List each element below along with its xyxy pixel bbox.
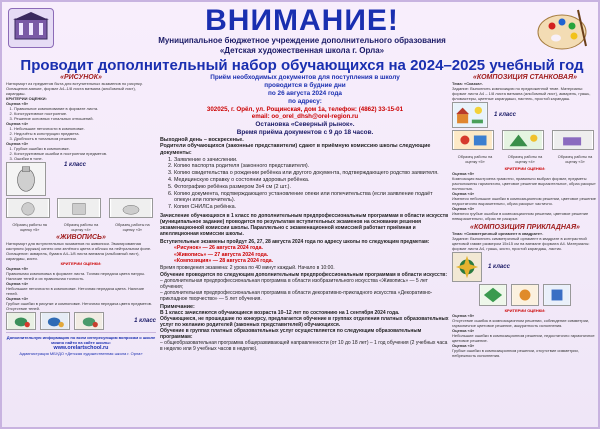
r5-text: Композиция выстроена грамотно, правильно выбран формат, предметы расположены гармонично, цветовое решение выразительное, образ раскрыт полностью.	[452, 176, 596, 191]
sample-caption: Образец работы на оценку «3»	[557, 155, 593, 164]
logo-icon	[11, 11, 51, 45]
list-item: 2. Недочёты в конструкции предмета.	[14, 131, 156, 136]
programs-title: Обучение проводится по следующим дополнительным предпрофессиональным программам в области искусств:	[160, 271, 448, 278]
komp-st-title: «КОМПОЗИЦИЯ СТАНКОВАЯ»	[473, 74, 577, 81]
list-item: 1. Грубые ошибки в компоновке.	[14, 146, 156, 151]
sample-caption: Образец работы на оценку «5»	[12, 223, 47, 232]
note-4: – общеобразовательная программа общеразвивающей направленности (от 10 до 18 лет) – 1 год обучения (2 учебных часа в неделю или 9 учебных часов в неделю).	[160, 340, 448, 353]
list-item: 3. Решение основных тональных отношений.	[14, 116, 156, 121]
address: 302025, г. Орёл, ул. Рощинская, дом 1а, телефон: (4862) 33-15-01	[206, 106, 404, 113]
sample-caption: Образец работы на оценку «4»	[507, 155, 543, 164]
sample-image	[6, 198, 50, 218]
ornament-sample	[452, 252, 482, 282]
criteria2-title: КРИТЕРИИ ОЦЕНКИ:	[60, 261, 102, 266]
footer-text: Дополнительную информацию по всем интересующим вопросам о школе можно найти на сайте школы:	[6, 335, 156, 345]
list-item: 3. Дробность в тональном решении.	[14, 136, 156, 141]
list-item: «Рисунок» — 26 августа 2024 года.	[174, 244, 263, 251]
intro-2: проводится в будние дни	[264, 82, 346, 89]
program-1: – дополнительная предпрофессиональная программа в области изобразительного искусства «Живопись» — 5 лет обучения;	[160, 277, 428, 290]
exams-list	[174, 245, 450, 265]
komp-pr-title: «КОМПОЗИЦИЯ ПРИКЛАДНАЯ»	[470, 224, 580, 231]
criteria-4-list	[6, 126, 156, 141]
komp-pr-samples	[452, 284, 598, 306]
page-title: ВНИМАНИЕ!	[205, 4, 399, 37]
list-item: 3. Копию свидетельства о рождении ребёнка или другого документа, подтверждающего родство заявителя.	[174, 170, 450, 177]
right-column	[452, 74, 598, 427]
criteria-3-label: Оценка «3»	[6, 141, 29, 146]
sample-image	[502, 130, 544, 150]
intro-1: Приём необходимых документов для поступления в школу	[210, 74, 400, 81]
sample-image	[511, 284, 539, 306]
class-1-label-b: 1 класс	[134, 318, 156, 324]
criteria-5-list	[6, 106, 156, 121]
list-item: 3. Ошибки в тоне.	[14, 156, 156, 161]
r3-label: Оценка «3»	[452, 206, 475, 211]
sample-card	[57, 198, 104, 232]
sample-image	[40, 312, 70, 330]
z5-text: Правильная компоновка в формате листа. Точная передача цвета натуры. Наличие теней и их правильная точность.	[6, 271, 146, 281]
email[interactable]: email: oo_orel_dhsh@orel-region.ru	[251, 113, 359, 121]
z5-label: Оценка «5»	[6, 266, 29, 271]
sample-image	[109, 198, 153, 218]
intro-4: по адресу:	[288, 98, 322, 105]
zhivopis-samples	[6, 312, 104, 330]
list-item: 7. Копия СНИЛСа ребёнка.	[174, 204, 450, 211]
sample-drawing-main	[6, 162, 46, 196]
school-logo	[8, 8, 54, 48]
p5-text: Отсутствие ошибок в композиционном решении, соблюдение симметрии, гармоничное цветовое решение, аккуратность исполнения.	[452, 318, 590, 328]
z3-label: Оценка «3»	[6, 296, 29, 301]
z3-text: Грубые ошибки в рисунке и компоновке. Неточная передача цвета предметов. Отсутствие теней.	[6, 301, 152, 311]
middle-column	[160, 74, 450, 427]
p4-text: Небольшие ошибки в композиционном решении, недостаточно гармоничное цветовое решение.	[452, 333, 595, 343]
sample-image	[452, 130, 494, 150]
sample-image	[479, 284, 507, 306]
komp-st-desc: Задание: Выполнить композицию по предложенной теме. Материалы: формат листа А4 – 1/8 листа ватмана (альбомный лист), акварель, гуашь, фломастеры, цветные карандаши, пастель, простой карандаш.	[452, 86, 591, 101]
sample-caption: Образец работы на оценку «3»	[115, 223, 150, 232]
komp-st-samples	[452, 130, 598, 164]
criteria-3-list	[6, 146, 156, 161]
note-1: В 1 класс зачисляются обучающиеся возраста 10–12 лет по состоянию на 1 сентября 2024 года.	[160, 310, 400, 317]
r4-text: Имеются небольшие ошибки в композиционном решении, цветовое решение недостаточно выразительно, образ раскрыт частично.	[452, 196, 597, 206]
left-column	[6, 74, 156, 427]
sample-caption: Образец работы на оценку «4»	[63, 223, 99, 232]
exam-time: Время проведения экзамена: 2 урока по 40 минут каждый. Начало в 10:00.	[160, 264, 335, 271]
list-item: 6. Копию документа, подтверждающего установление опеки или попечительства (если заявление подаёт опекун или попечитель).	[174, 191, 450, 205]
sample-image	[6, 312, 36, 330]
sample-card	[552, 130, 598, 164]
right-criteria-title: КРИТЕРИИ ОЦЕНКИ:	[504, 166, 546, 171]
headline: Проводит дополнительный набор обучающихся на 2024–2025 учебный год	[20, 57, 584, 74]
documents-list	[160, 157, 450, 211]
list-item: 2. Копию паспорта родителя (законного представителя).	[174, 163, 450, 170]
hours: Время приёма документов с 9 до 18 часов.	[236, 128, 374, 136]
p3-label: Оценка «3»	[452, 343, 475, 348]
sample-image	[452, 102, 488, 128]
komp-pr-desc: Задание: Выполнить симметричный орнамент в квадрате в контрастной цветовой гамме размером 15х15 см на ватмане формата А4. Материалы: формат листа А4, гуашь, кисти, простой карандаш, ластик.	[452, 236, 590, 251]
program-2: – дополнительная предпрофессиональная программа в области декоративно-прикладного искусства «Декоративно-прикладное творчество» — 5 лет обучения.	[160, 289, 433, 302]
list-item: 2. Конструктивные ошибки в построении предметов.	[14, 151, 156, 156]
weekend: Выходной день – воскресенье.	[160, 136, 244, 143]
p4-label: Оценка «4»	[452, 328, 475, 333]
risunok-desc: Натюрморт из предметов быта для вступительных экзаменов по рисунку. Оснащение-мягкие, формат А4–1/8 листа ватмана (альбомный лист), карандаш.	[6, 81, 143, 96]
komp-pr-theme: Тема: «Симметричный орнамент в квадрате».	[452, 231, 544, 236]
exams-intro: Вступительные экзамены пройдут 26, 27, 28 августа 2024 года по адресу школы по следующим предметам:	[160, 238, 430, 245]
org-name	[112, 36, 492, 56]
note-title: Примечание:	[160, 303, 195, 310]
list-item: 1. Правильное компонование в формате листа.	[14, 106, 156, 111]
r5-label: Оценка «5»	[452, 171, 475, 176]
intro-3: по 26 августа 2024 года	[268, 90, 342, 97]
list-item: «Композиция» — 28 августа 2024 года.	[174, 258, 274, 265]
sample-card	[6, 198, 53, 232]
org-line-2: «Детская художественная школа г. Орла»	[219, 46, 385, 55]
list-item: 4. Медицинскую справку о состоянии здоровья ребёнка.	[174, 177, 450, 184]
class-1-label-right-b: 1 класс	[488, 264, 510, 270]
list-item: 2. Конструктивное построение.	[14, 111, 156, 116]
p3-text: Грубые ошибки в композиционном решении, отсутствие симметрии, небрежность исполнения.	[452, 348, 579, 358]
r3-text: Имеются грубые ошибки в композиционном решении, цветовое решение невыразительно, образ не раскрыт.	[452, 211, 589, 221]
palette-icon	[536, 6, 592, 52]
sample-caption: Образец работы на оценку «5»	[457, 155, 493, 164]
admin-note: Администрация МБУДО «Детская художественная школа г. Орла»	[19, 351, 143, 357]
class-1-label: 1 класс	[64, 162, 86, 168]
list-item: 1. Заявление о зачислении.	[174, 157, 450, 164]
zhivopis-title: «ЖИВОПИСЬ»	[56, 234, 106, 241]
criteria-4-label: Оценка «4»	[6, 121, 29, 126]
criteria-title: КРИТЕРИИ ОЦЕНКИ:	[6, 96, 47, 101]
z4-label: Оценка «4»	[6, 281, 29, 286]
z4-text: Небольшие неточности в компоновке. Неточная передача цвета. Наличие теней.	[6, 286, 145, 296]
enrollment: Зачисление обучающихся в 1 класс по дополнительным предпрофессиональным программам в области искусств (муниципальное задание) проводится по результатам вступительных экзаменов на основании решения экзаменационной комиссии школы. Параллельно с экзаменационной комиссией работает приёмная и апелляционная комиссии школы.	[160, 212, 449, 237]
note-3: Обучение в группах платных образовательных услуг осуществляется по следующим образовательным программам:	[160, 328, 422, 341]
parents-note: Родители обучающихся (законные представители) сдают в приёмную комиссию школы следующие документы:	[160, 143, 431, 156]
sample-image	[543, 284, 571, 306]
list-item: «Живопись» — 27 августа 2024 года.	[174, 251, 269, 258]
sample-image	[57, 198, 101, 218]
sample-image	[74, 312, 104, 330]
right-criteria2-title: КРИТЕРИИ ОЦЕНКИ:	[504, 308, 546, 313]
website-link[interactable]: www.orelartschool.ru	[53, 345, 109, 351]
zhivopis-desc: Натюрморт для вступительных экзаменов по живописи. Эмалированная кастрюля (кружка) синего или зелёного цвета и яблоко на нейтральном фоне. Оснащение: акварель, бумага А4–1/8 листа ватмана (альбомный лист), карандаш, кисти.	[6, 241, 152, 261]
list-item: 5. Фотографию ребёнка размером 3х4 см (2 шт.).	[174, 184, 450, 191]
bus-stop: Остановка «Северный рынок».	[255, 120, 355, 128]
p5-label: Оценка «5»	[452, 313, 475, 318]
sample-card	[452, 130, 498, 164]
r4-label: Оценка «4»	[452, 191, 475, 196]
divider	[6, 332, 156, 333]
risunok-samples	[6, 198, 156, 232]
risunok-title: «РИСУНОК»	[60, 74, 102, 81]
org-line-1: Муниципальное бюджетное учреждение дополнительного образования	[158, 36, 446, 45]
criteria-5-label: Оценка «5»	[6, 101, 29, 106]
list-item: 1. Небольшие неточности в компоновке.	[14, 126, 156, 131]
komp-st-theme: Тема: «Сказка».	[452, 81, 483, 86]
class-1-label-right: 1 класс	[494, 112, 516, 118]
note-2: Обучающиеся, не прошедшие по конкурсу, предлагается обучение в группах отделения платных образовательных услуг по желанию родителей (законных представителей) обучающихся.	[160, 316, 449, 329]
sample-card	[502, 130, 548, 164]
sample-image	[552, 130, 594, 150]
sample-card	[109, 198, 156, 232]
